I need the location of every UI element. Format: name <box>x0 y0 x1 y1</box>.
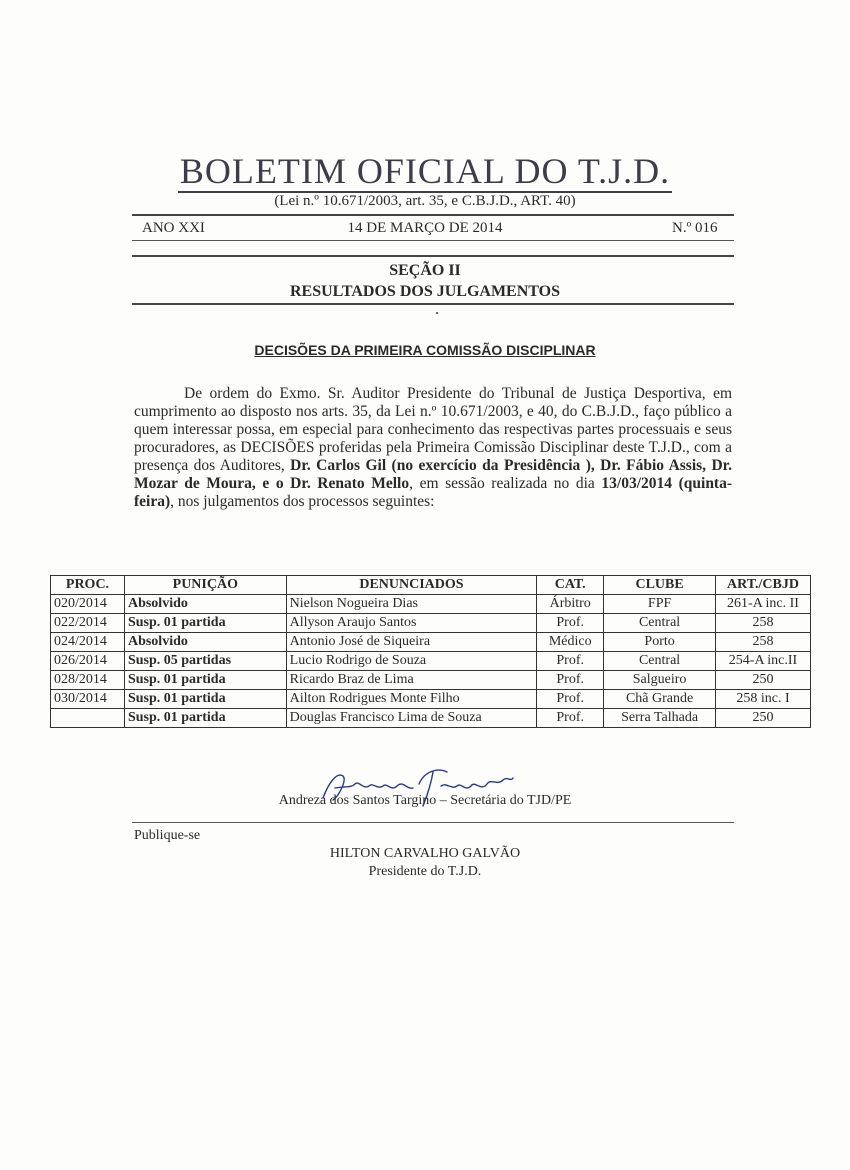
cell-denunciado: Ricardo Braz de Lima <box>286 671 537 690</box>
cell-clube: Salgueiro <box>604 671 716 690</box>
cell-proc: 020/2014 <box>51 595 125 614</box>
cell-punicao: Absolvido <box>124 633 286 652</box>
col-header-denunciados: DENUNCIADOS <box>286 576 537 595</box>
cell-clube: Serra Talhada <box>604 709 716 728</box>
results-table <box>50 575 811 728</box>
section-rule-top <box>132 255 734 257</box>
section-title: RESULTADOS DOS JULGAMENTOS <box>290 283 560 300</box>
issue-date: 14 DE MARÇO DE 2014 <box>347 220 503 236</box>
decisions-heading: DECISÕES DA PRIMEIRA COMISSÃO DISCIPLINAR <box>254 342 596 358</box>
cell-punicao: Absolvido <box>124 595 286 614</box>
table-row <box>51 614 811 633</box>
col-header-proc: PROC. <box>51 576 125 595</box>
speck <box>436 312 438 314</box>
cell-punicao: Susp. 01 partida <box>124 671 286 690</box>
president-name: HILTON CARVALHO GALVÃO <box>329 846 521 861</box>
cell-art: 250 <box>716 709 811 728</box>
cell-proc: 028/2014 <box>51 671 125 690</box>
cell-proc: 024/2014 <box>51 633 125 652</box>
cell-denunciado: Douglas Francisco Lima de Souza <box>286 709 537 728</box>
cell-art: 261-A inc. II <box>716 595 811 614</box>
cell-punicao: Susp. 01 partida <box>124 690 286 709</box>
cell-clube: Porto <box>604 633 716 652</box>
cell-art: 254-A inc.II <box>716 652 811 671</box>
bulletin-title: BOLETIM OFICIAL DO T.J.D. <box>179 151 671 191</box>
cell-denunciado: Ailton Rodrigues Monte Filho <box>286 690 537 709</box>
table-row <box>51 652 811 671</box>
cell-denunciado: Allyson Araujo Santos <box>286 614 537 633</box>
table-row <box>51 709 811 728</box>
header-rule-bottom <box>132 240 734 241</box>
cell-art: 258 <box>716 614 811 633</box>
col-header-art: ART./CBJD <box>716 576 811 595</box>
cell-clube: Central <box>604 652 716 671</box>
cell-punicao: Susp. 05 partidas <box>124 652 286 671</box>
col-header-cat: CAT. <box>537 576 604 595</box>
cell-cat: Prof. <box>537 671 604 690</box>
cell-art: 258 inc. I <box>716 690 811 709</box>
cell-denunciado: Antonio José de Siqueira <box>286 633 537 652</box>
cell-clube: Central <box>604 614 716 633</box>
bulletin-subtitle: (Lei n.º 10.671/2003, art. 35, e C.B.J.D., ART. 40) <box>274 193 576 209</box>
cell-cat: Médico <box>537 633 604 652</box>
cell-punicao: Susp. 01 partida <box>124 614 286 633</box>
table-row <box>51 633 811 652</box>
issue-number: N.º 016 <box>672 220 718 236</box>
cell-proc <box>51 709 125 728</box>
cell-cat: Árbitro <box>537 595 604 614</box>
auditors-names: Dr. Carlos Gil (no exercício da Presidência ), Dr. Fábio Assis, Dr. Mozar de Moura, e o Dr. Renato Mello <box>134 457 732 492</box>
section-number: SEÇÃO II <box>389 262 461 279</box>
table-row <box>51 690 811 709</box>
president-title: Presidente do T.J.D. <box>368 864 482 879</box>
col-header-clube: CLUBE <box>604 576 716 595</box>
cell-punicao: Susp. 01 partida <box>124 709 286 728</box>
session-date: 13/03/2014 (quinta-feira) <box>134 475 733 510</box>
cell-cat: Prof. <box>537 709 604 728</box>
year-label: ANO XXI <box>142 220 205 236</box>
table-row <box>51 595 811 614</box>
cell-denunciado: Lucio Rodrigo de Souza <box>286 652 537 671</box>
table-row <box>51 671 811 690</box>
intro-end: , nos julgamentos dos processos seguintes: <box>170 493 435 510</box>
cell-art: 258 <box>716 633 811 652</box>
publique-label: Publique-se <box>134 828 201 843</box>
section-rule-bottom <box>132 303 734 305</box>
cell-proc: 022/2014 <box>51 614 125 633</box>
header-rule-top <box>132 214 734 216</box>
cell-cat: Prof. <box>537 690 604 709</box>
cell-cat: Prof. <box>537 652 604 671</box>
table-header-row <box>51 576 811 595</box>
intro-text: De ordem do Exmo. Sr. Auditor Presidente do Tribunal de Justiça Desportiva, em cumprimento ao disposto nos arts. 35, da Lei n.º 10.671/2003, e 40, do C.B.J.D., faço público a quem interessar possa, em especial para conhecimento das respectivas partes processuais e seus procuradores, as DECISÕES proferidas pela Primeira Comissão Disciplinar deste T.J.D., com a presença dos Auditores, <box>134 385 732 474</box>
signature-rule <box>132 822 734 823</box>
cell-proc: 026/2014 <box>51 652 125 671</box>
col-header-punicao: PUNIÇÃO <box>124 576 286 595</box>
secretary-signature-line: Andreza dos Santos Targino – Secretária do TJD/PE <box>278 793 572 808</box>
cell-cat: Prof. <box>537 614 604 633</box>
cell-proc: 030/2014 <box>51 690 125 709</box>
cell-denunciado: Nielson Nogueira Dias <box>286 595 537 614</box>
cell-clube: Chã Grande <box>604 690 716 709</box>
intro-mid: , em sessão realizada no dia <box>409 475 602 492</box>
cell-clube: FPF <box>604 595 716 614</box>
intro-paragraph <box>134 385 732 511</box>
cell-art: 250 <box>716 671 811 690</box>
